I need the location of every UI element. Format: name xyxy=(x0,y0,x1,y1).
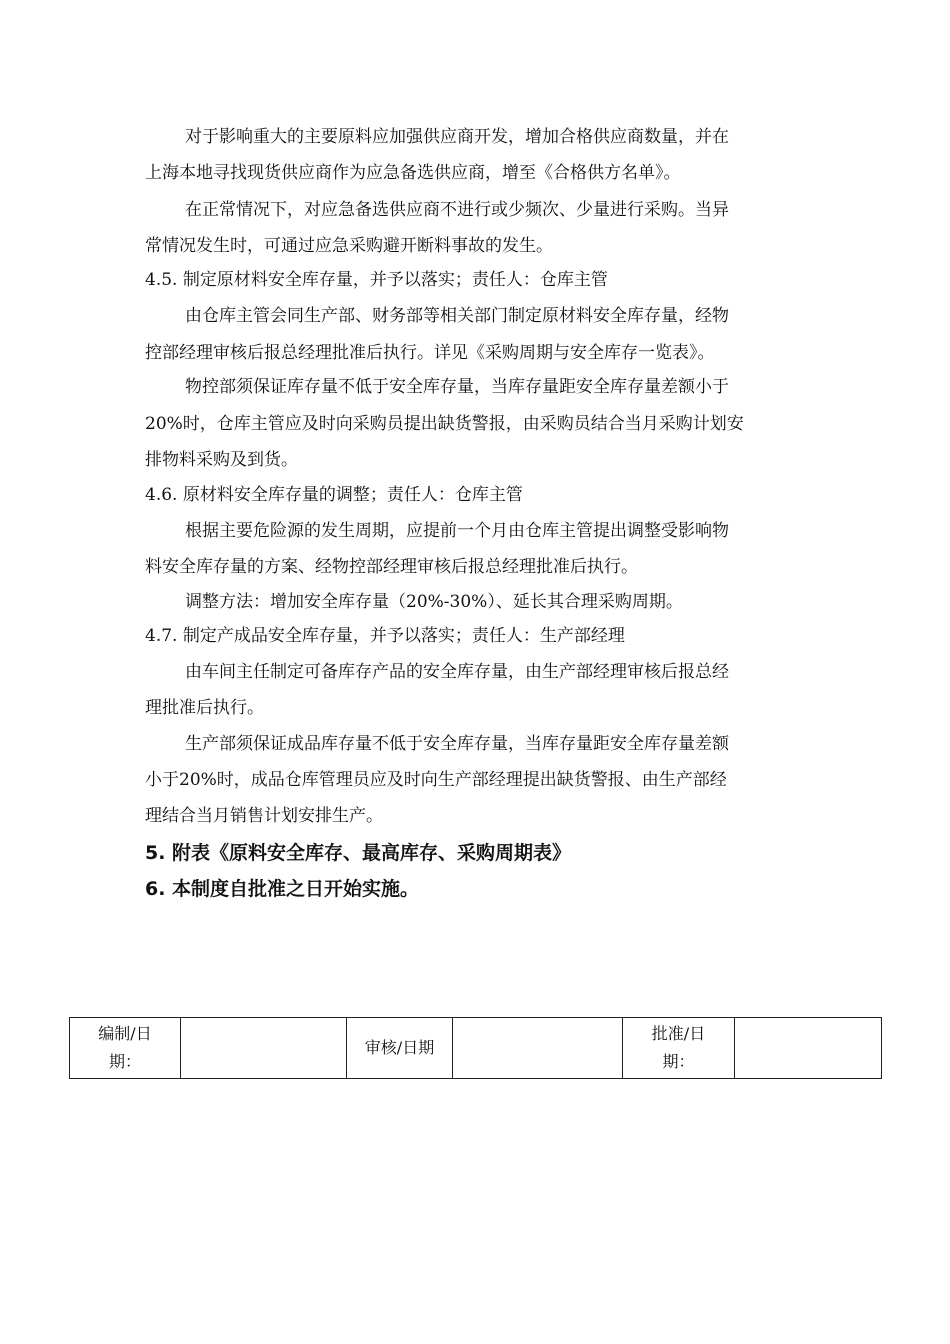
compiled-date-label-line2: 期： xyxy=(108,1052,141,1071)
paragraph-line: 调整方法：增加安全库存量（20%-30%）、延长其合理采购周期。 xyxy=(185,592,683,612)
section-heading-4-5: 4.5. 制定原材料安全库存量，并予以落实；责任人：仓库主管 xyxy=(145,270,608,290)
compiled-date-label-line1: 编制/日 xyxy=(98,1024,152,1043)
paragraph-line: 理批准后执行。 xyxy=(145,698,264,718)
paragraph-line: 排物料采购及到货。 xyxy=(145,450,298,470)
paragraph-line: 由车间主任制定可备库存产品的安全库存量，由生产部经理审核后报总经 xyxy=(185,662,729,682)
paragraph-line: 对于影响重大的主要原料应加强供应商开发，增加合格供应商数量，并在 xyxy=(185,127,729,147)
paragraph-line: 小于20%时，成品仓库管理员应及时向生产部经理提出缺货警报、由生产部经 xyxy=(145,770,727,790)
signoff-table xyxy=(69,1017,882,1079)
approve-date-label-line2: 期： xyxy=(662,1052,695,1071)
paragraph-line: 物控部须保证库存量不低于安全库存量，当库存量距安全库存量差额小于 xyxy=(185,377,729,397)
section-heading-4-6: 4.6. 原材料安全库存量的调整；责任人：仓库主管 xyxy=(145,485,523,505)
approve-date-label xyxy=(623,1018,735,1079)
section-heading-5: 5. 附表《原料安全库存、最高库存、采购周期表》 xyxy=(145,842,572,864)
compiled-date-cell[interactable] xyxy=(181,1018,347,1079)
section-heading-6: 6. 本制度自批准之日开始实施。 xyxy=(145,878,420,900)
paragraph-line: 生产部须保证成品库存量不低于安全库存量，当库存量距安全库存量差额 xyxy=(185,734,729,754)
approve-date-cell[interactable] xyxy=(735,1018,882,1079)
review-date-cell[interactable] xyxy=(453,1018,623,1079)
paragraph-line: 控部经理审核后报总经理批准后执行。详见《采购周期与安全库存一览表》。 xyxy=(145,343,715,363)
section-heading-4-7: 4.7. 制定产成品安全库存量，并予以落实；责任人：生产部经理 xyxy=(145,626,625,646)
paragraph-line: 常情况发生时，可通过应急采购避开断料事故的发生。 xyxy=(145,236,553,256)
review-date-label: 审核/日期 xyxy=(347,1018,453,1079)
paragraph-line: 料安全库存量的方案、经物控部经理审核后报总经理批准后执行。 xyxy=(145,557,638,577)
paragraph-line: 理结合当月销售计划安排生产。 xyxy=(145,806,383,826)
paragraph-line: 上海本地寻找现货供应商作为应急备选供应商，增至《合格供方名单》。 xyxy=(145,163,681,183)
paragraph-line: 在正常情况下，对应急备选供应商不进行或少频次、少量进行采购。当异 xyxy=(185,200,729,220)
approve-date-label-line1: 批准/日 xyxy=(651,1024,706,1043)
paragraph-line: 20%时，仓库主管应及时向采购员提出缺货警报，由采购员结合当月采购计划安 xyxy=(145,414,744,434)
compiled-date-label xyxy=(70,1018,181,1079)
paragraph-line: 由仓库主管会同生产部、财务部等相关部门制定原材料安全库存量，经物 xyxy=(185,306,729,326)
paragraph-line: 根据主要危险源的发生周期，应提前一个月由仓库主管提出调整受影响物 xyxy=(185,521,729,541)
